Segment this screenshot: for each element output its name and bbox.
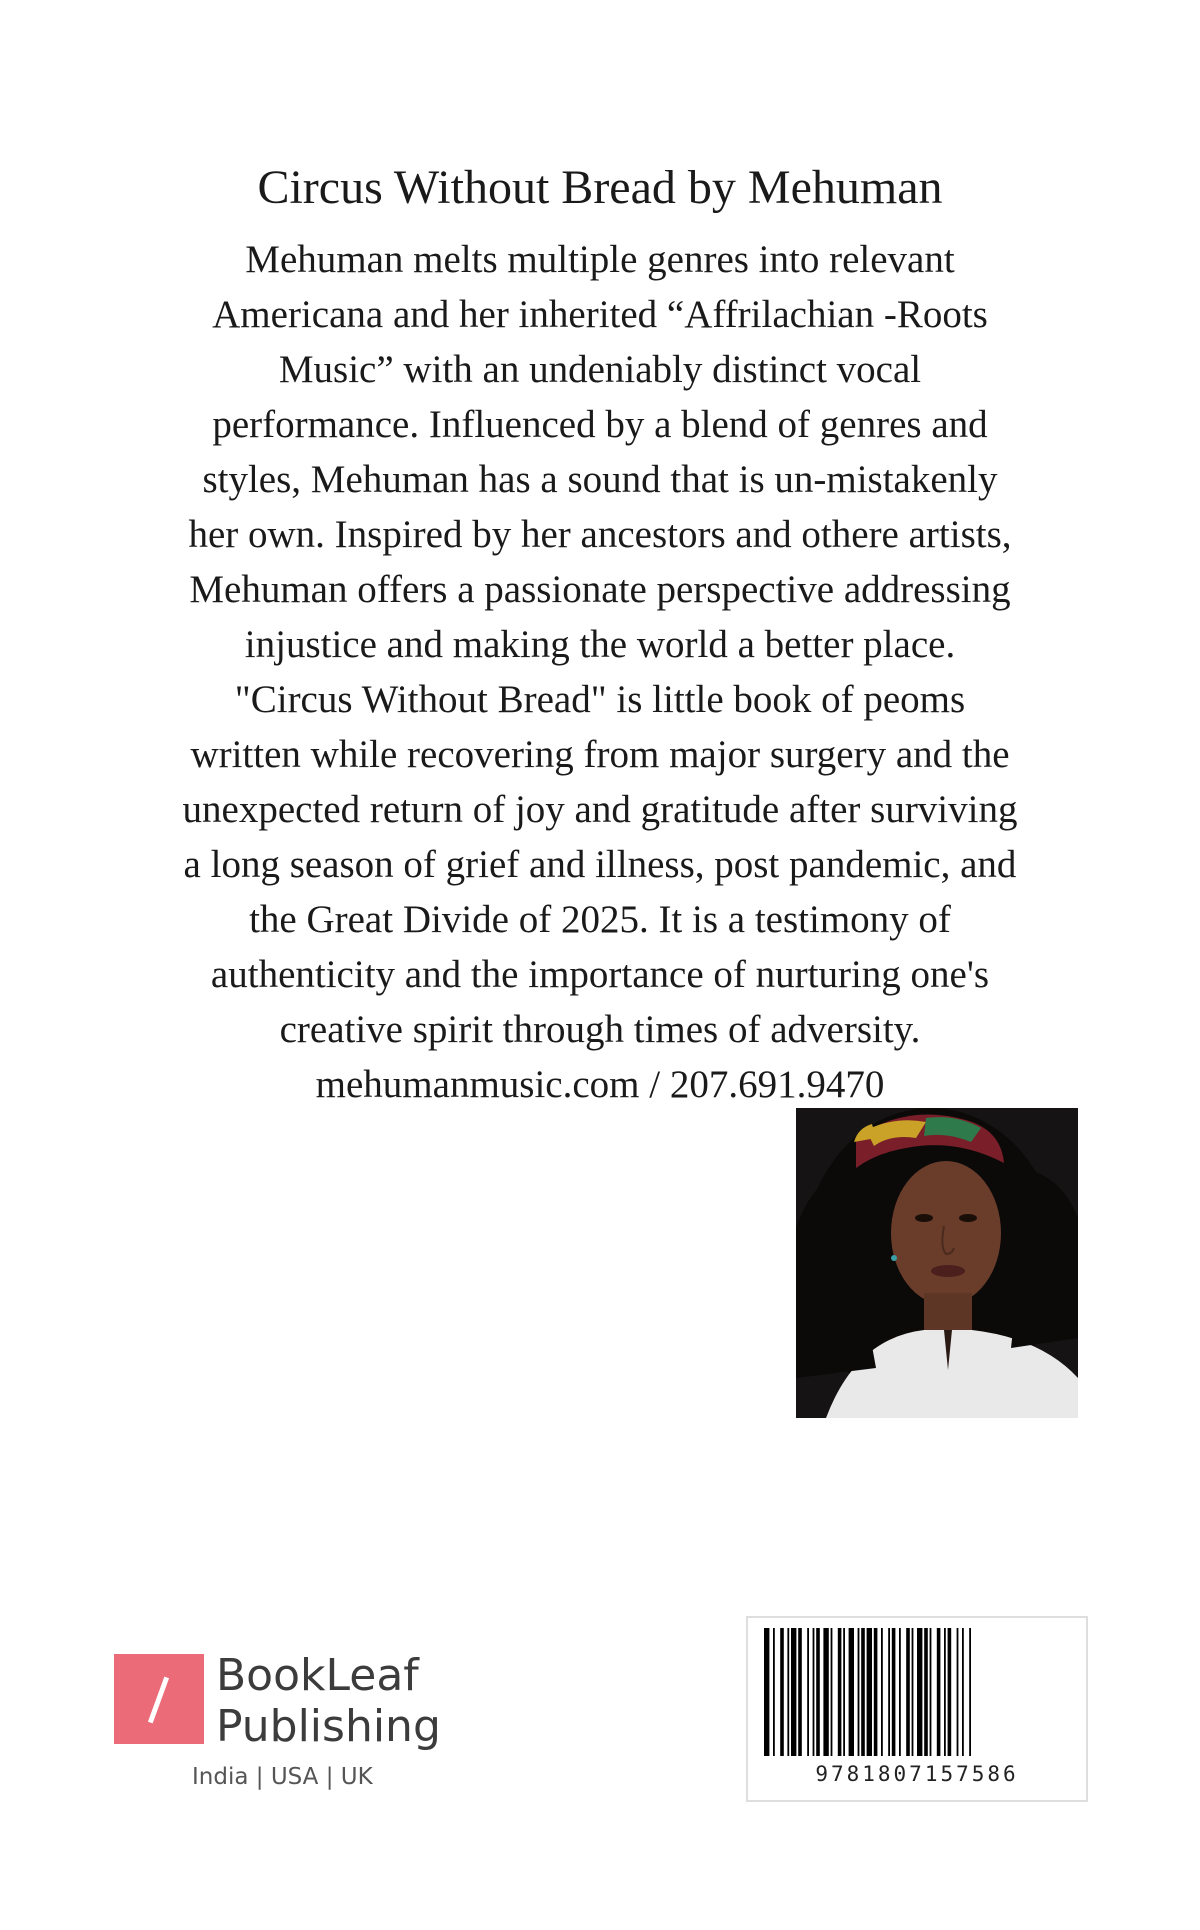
isbn-number: 9781807157586 bbox=[815, 1762, 1019, 1786]
blurb-line: her own. Inspired by her ancestors and othere artists, bbox=[188, 513, 1012, 556]
blurb-line: creative spirit through times of adversity. bbox=[279, 1008, 921, 1051]
barcode-bar bbox=[816, 1628, 820, 1756]
publisher-name-line: BookLeaf bbox=[216, 1650, 419, 1701]
blurb-line: styles, Mehuman has a sound that is un-mistakenly bbox=[202, 458, 998, 501]
barcode-bar bbox=[924, 1628, 928, 1756]
barcode-bar bbox=[881, 1628, 883, 1756]
barcode-bar bbox=[780, 1628, 784, 1756]
barcode-bar bbox=[969, 1628, 971, 1756]
barcode-bar bbox=[962, 1628, 964, 1756]
publisher-logo-mark bbox=[114, 1654, 204, 1744]
blurb-line: written while recovering from major surgery and the bbox=[190, 733, 1010, 776]
barcode-bar bbox=[948, 1628, 952, 1756]
barcode-bar bbox=[917, 1628, 922, 1756]
barcode-bar bbox=[899, 1628, 901, 1756]
barcode-bar bbox=[858, 1628, 860, 1756]
barcode-bar bbox=[813, 1628, 815, 1756]
publisher-name bbox=[216, 1650, 441, 1752]
barcode-bar bbox=[957, 1628, 959, 1756]
publisher-name-line: Publishing bbox=[216, 1701, 441, 1752]
blurb-line: Americana and her inherited “Affrilachian -Roots bbox=[212, 293, 988, 336]
blurb-line: authenticity and the importance of nurturing one's bbox=[210, 953, 990, 996]
barcode-bar bbox=[892, 1628, 896, 1756]
barcode-bar bbox=[849, 1628, 854, 1756]
author-photo bbox=[796, 1108, 1078, 1418]
publisher-regions: India | USA | UK bbox=[192, 1764, 373, 1790]
blurb-line: injustice and making the world a better place. bbox=[244, 623, 956, 666]
barcode-bar bbox=[912, 1628, 914, 1756]
barcode-bar bbox=[944, 1628, 946, 1756]
book-title: Circus Without Bread by Mehuman bbox=[257, 161, 943, 214]
barcode-bar bbox=[937, 1628, 941, 1756]
barcode-bar bbox=[888, 1628, 890, 1756]
blurb-line: "Circus Without Bread" is little book of peoms bbox=[234, 678, 966, 721]
barcode-bar bbox=[831, 1628, 833, 1756]
blurb-line: the Great Divide of 2025. It is a testimony of bbox=[249, 898, 951, 941]
barcode-bar bbox=[906, 1628, 910, 1756]
blurb-line: Mehuman melts multiple genres into relevant bbox=[245, 238, 955, 281]
barcode-bar bbox=[823, 1628, 828, 1756]
back-cover-blurb bbox=[150, 232, 1050, 1112]
blurb-line: Mehuman offers a passionate perspective addressing bbox=[189, 568, 1011, 611]
barcode-bar bbox=[930, 1628, 932, 1756]
blurb-line: a long season of grief and illness, post pandemic, and bbox=[183, 843, 1017, 886]
blurb-line: unexpected return of joy and gratitude after surviving bbox=[182, 788, 1018, 831]
barcode-bar bbox=[764, 1628, 769, 1756]
barcode-bar bbox=[791, 1628, 796, 1756]
barcode-bar bbox=[838, 1628, 842, 1756]
blurb-line: performance. Influenced by a blend of genres and bbox=[212, 403, 988, 446]
barcode-bar bbox=[867, 1628, 872, 1756]
barcode-bar bbox=[807, 1628, 809, 1756]
blurb-line: Music” with an undeniably distinct vocal bbox=[278, 348, 922, 391]
barcode-bar bbox=[798, 1628, 802, 1756]
barcode-bar bbox=[874, 1628, 878, 1756]
barcode-bar bbox=[773, 1628, 775, 1756]
barcode-bar bbox=[843, 1628, 845, 1756]
isbn-barcode bbox=[746, 1616, 1088, 1802]
author-contact: mehumanmusic.com / 207.691.9470 bbox=[315, 1063, 885, 1106]
barcode-bar bbox=[787, 1628, 789, 1756]
barcode-bars bbox=[764, 1628, 1070, 1756]
barcode-bar bbox=[861, 1628, 865, 1756]
slash-icon bbox=[148, 1677, 169, 1724]
